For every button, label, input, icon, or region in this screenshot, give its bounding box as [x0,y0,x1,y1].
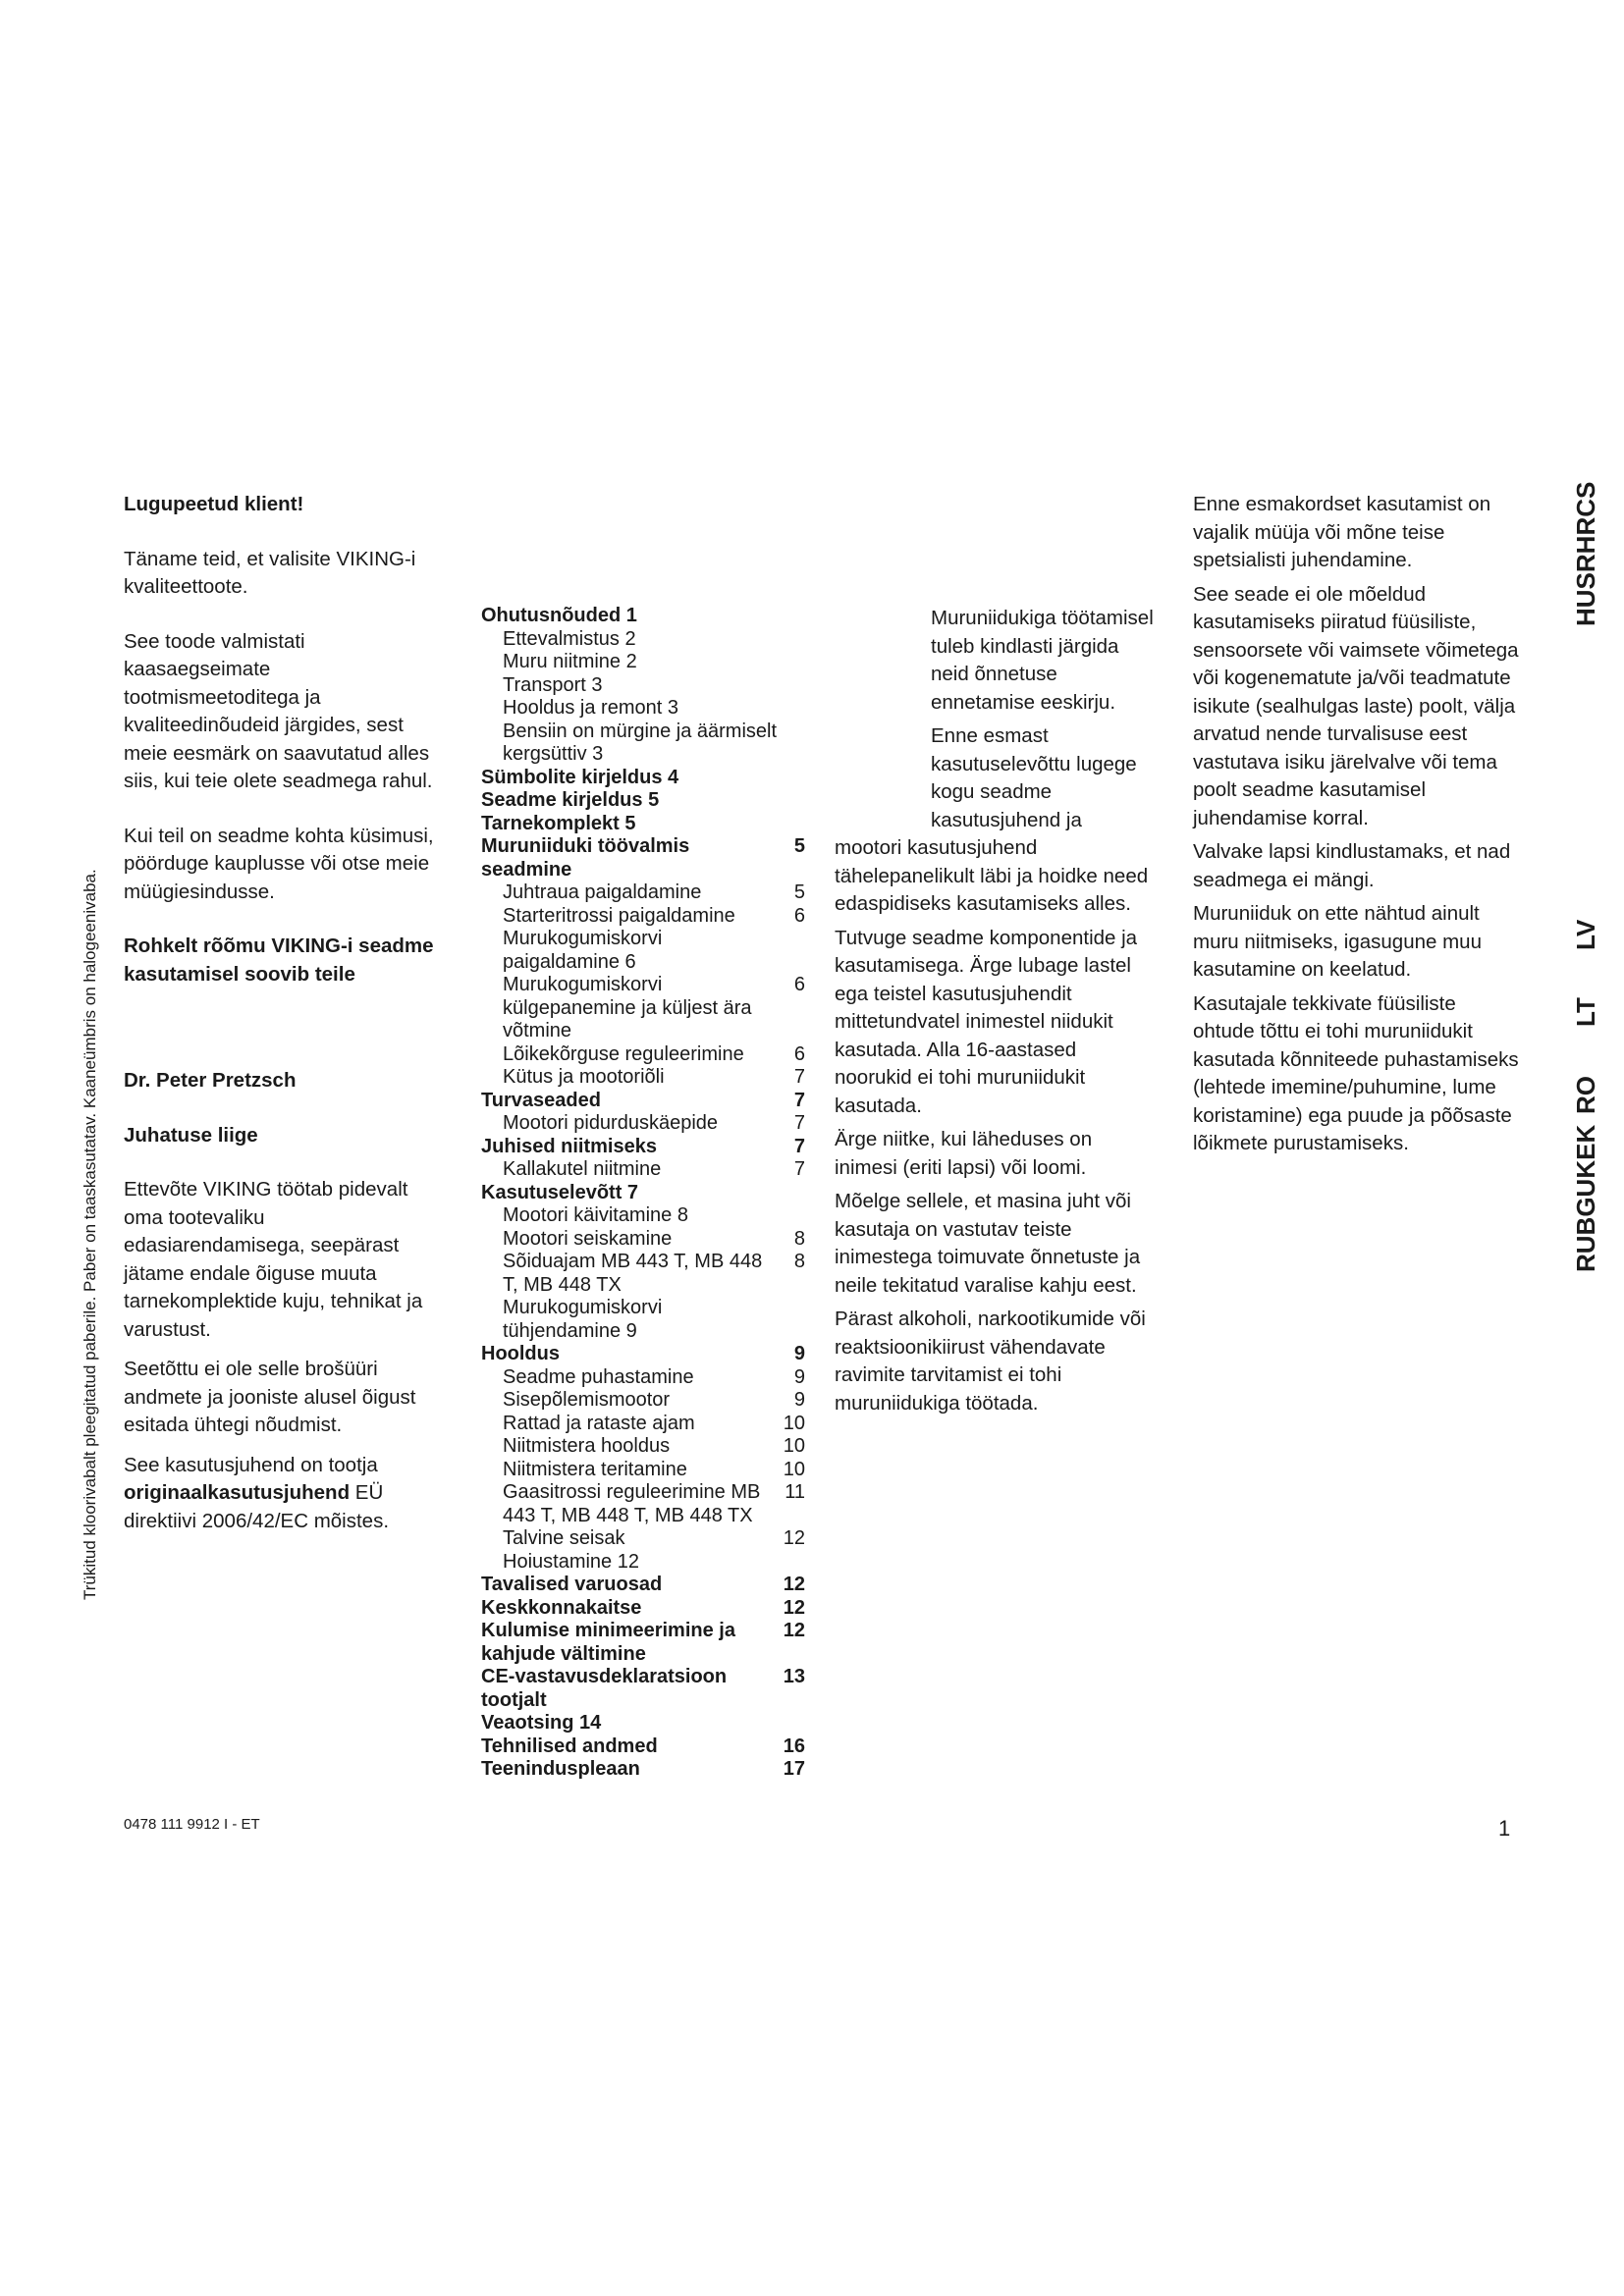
toc-entry [481,1481,805,1527]
toc-entry [481,1251,805,1297]
toc-entry-page: 12 [783,1620,805,1641]
toc-entry [481,1297,805,1343]
toc-entry [481,1666,805,1712]
toc-entry-title: Muruniiduki töövalmis seadmine [481,835,690,881]
toc-entry-page [782,1712,805,1735]
toc-entry-title: Ohutusnõuded 1 [481,605,637,626]
toc-entry-page: 7 [793,1089,805,1111]
toc-entry [481,905,805,929]
safety-paragraph: Enne esmakordset kasutamist on vajalik müüja või mõne teise spetsialisti juhendamine. [1193,493,1491,571]
toc-entry [481,651,805,674]
toc-entry [481,1112,805,1136]
toc-entry-page: 10 [783,1458,805,1480]
toc-entry-page: 7 [793,1066,805,1088]
language-tab-husrhrcs: HUSRHRCS [1571,481,1600,626]
toc-entry [481,721,805,767]
toc-entry-title: CE-vastavusdeklaratsioon tootjalt [481,1666,728,1711]
safety-paragraph: See seade ei ole mõeldud kasutamiseks piiratud füüsiliste, sensoorsete või vaimsete võimetega või kogenematute ja/või teadmatute isikute (sealhulgas laste) poolt, välja arvatud nende turvalisuse eest vastutava isiku järelvalve või tema poolt seadme kasutamisel juhendamise korral. [1193,582,1519,829]
toc-entry-page: 6 [793,904,805,927]
safety-paragraph-lead: Enne esmast kasutuselevõttu lugege kogu seadme kasutusjuhend ja [931,724,1137,831]
language-tab-rubgukek: RUBGUKEK [1571,1124,1600,1272]
toc-entry-page: 13 [783,1666,805,1687]
toc-entry-page: 7 [793,1135,805,1157]
toc-entry-page: 10 [783,1412,805,1434]
toc-entry-title: Mootori pidurduskäepide [503,1112,719,1134]
toc-entry-title: Juhised niitmiseks [481,1135,657,1157]
toc-entry [481,881,805,905]
toc-entry [481,1204,805,1228]
toc-entry-title: Bensiin on mürgine ja äärmiselt kergsüttiv 3 [503,720,778,765]
toc-entry [481,835,805,881]
toc-entry [481,1413,805,1436]
toc-entry-page: 6 [793,1042,805,1065]
toc-entry-page: 16 [783,1735,805,1757]
toc-entry-page: 8 [793,1227,805,1250]
signer-title: Juhatuse liige [124,1123,258,1147]
safety-paragraph: Muruniidukiga töötamisel tuleb kindlasti järgida neid õnnetuse ennetamise eeskirju. [931,607,1154,714]
toc-entry-title: Juhtraua paigaldamine [503,881,702,903]
intro-column [124,491,448,1562]
toc-entry-title: Hooldus [481,1343,560,1364]
toc-entry-title: Seadme puhastamine [503,1365,694,1388]
toc-entry [481,767,805,790]
toc-entry [481,1136,805,1159]
safety-paragraph: Valvake lapsi kindlustamaks, et nad seadmega ei mängi. [1193,840,1511,891]
toc-entry-page: 7 [793,1112,805,1134]
toc-entry-title: Murukogumiskorvi paigaldamine 6 [503,928,663,973]
toc-entry-title: Hoiustamine 12 [503,1550,639,1573]
toc-entry-page: 6 [793,974,805,995]
toc-entry [481,1435,805,1459]
safety-column-2 [1193,491,1522,1164]
toc-entry-page [782,721,805,767]
intro-paragraph: Kui teil on seadme kohta küsimusi, pöörduge kauplusse või otse meie müügiesindusse. [124,824,434,903]
toc-entry [481,1597,805,1621]
toc-entry [481,1228,805,1252]
toc-entry-page [782,1297,805,1343]
toc-entry-page: 8 [793,1251,805,1272]
signer-name: Dr. Peter Pretzsch [124,1069,297,1092]
toc-entry [481,1182,805,1205]
toc-entry-title: Veaotsing 14 [481,1712,602,1734]
toc-entry-page [782,697,805,721]
toc-entry [481,928,805,974]
toc-entry [481,789,805,813]
intro-paragraph: Seetõttu ei ole selle brošüüri andmete ja jooniste alusel õigust esitada ühtegi nõudmist. [124,1358,416,1436]
toc-entry [481,1066,805,1090]
toc-entry-page: 10 [783,1435,805,1457]
toc-entry [481,1343,805,1366]
toc-entry-title: Hooldus ja remont 3 [503,697,678,719]
toc-entry [481,1527,805,1551]
toc-entry-title: Gaasitrossi reguleerimine MB 443 T, MB 448 T, MB 448 TX [503,1481,761,1526]
toc-entry-page: 9 [793,1365,805,1388]
paper-note [81,869,99,1610]
toc-entry-title: Keskkonnakaitse [481,1596,642,1619]
original-manual-note: See kasutusjuhend on tootja originaalkasutusjuhend EÜ direktiivi 2006/42/EC mõistes. [124,1453,390,1532]
toc-entry-title: Lõikekõrguse reguleerimine [503,1042,744,1065]
toc-entry-title: Tavalised varuosad [481,1574,663,1595]
toc-entry-title: Sümbolite kirjeldus 4 [481,766,679,788]
safety-paragraph: Tutvuge seadme komponentide ja kasutamisega. Ärge lubage lastel ega teistel kasutusjuhendit mittetundvatel inimestel niidukit kasutada. Alla 16-aastased noorukid ei tohi muruniidukit kasutada. [835,926,1138,1117]
intro-paragraph: Ettevõte VIKING töötab pidevalt oma tootevaliku edasiarendamisega, seepärast jätame endale õiguse muuta tarnekomplektide kuju, tehnikat ja varustust. [124,1178,423,1341]
toc-entry-title: Murukogumiskorvi tühjendamine 9 [503,1297,663,1342]
toc-entry [481,1090,805,1113]
toc-entry-page [782,651,805,674]
toc-entry-title: Murukogumiskorvi külgepanemine ja küljest ära võtmine [503,974,752,1041]
toc-entry-page [782,928,805,974]
safety-paragraph: Ärge niitke, kui läheduses on inimesi (eriti lapsi) või loomi. [835,1128,1093,1179]
safety-paragraph: Mõelge sellele, et masina juht või kasutaja on vastutav teiste inimestega toimuvate õnnetuste ja neile tekitatud varalise kahju eest. [835,1190,1141,1297]
toc-entry-page: 12 [783,1527,805,1549]
toc-entry [481,1459,805,1482]
toc-entry-page [782,605,805,628]
toc-entry-page: 12 [783,1596,805,1619]
paper-note-text: Trükitud kloorivabalt pleegitatud paberile. Paber on taaskasutatav. Kaaneümbris on halogeenivaba. [81,869,99,1600]
toc-entry-title: Tarnekomplekt 5 [481,812,636,834]
language-tab-ro: RO [1571,1076,1600,1114]
toc-entry-title: Transport 3 [503,673,603,696]
toc-entry-title: Sõiduajam MB 443 T, MB 448 T, MB 448 TX [503,1251,763,1296]
document-code: 0478 111 9912 I - ET [124,1816,260,1833]
safety-paragraph: Kasutajale tekkivate füüsiliste ohtude tõttu ei tohi muruniidukit kasutada kõnniteede puhastamiseks (lehtede imemine/puhumine, lume koristamine) ega puude ja põõsaste lõikmete purustamiseks. [1193,991,1519,1154]
toc-entry-page: 9 [793,1389,805,1411]
toc-entry [481,1158,805,1182]
toc-entry-page: 7 [793,1158,805,1180]
toc-entry-title: Teeninduspleaan [481,1758,640,1780]
greeting: Lugupeetud klient! [124,493,304,515]
toc-entry-page [782,767,805,790]
toc-entry [481,628,805,652]
toc-entry [481,674,805,698]
toc-entry [481,1551,805,1575]
toc-entry-title: Niitmistera hooldus [503,1435,671,1457]
toc-entry-title: Niitmistera teritamine [503,1458,687,1480]
intro-paragraph: Täname teid, et valisite VIKING-i kvaliteettoote. [124,547,416,598]
toc-entry-title: Kulumise minimeerimine ja kahjude vältimine [481,1620,735,1665]
toc-entry-title: Muru niitmine 2 [503,651,637,672]
toc-entry-page: 9 [793,1343,805,1364]
toc-entry-title: Ettevalmistus 2 [503,627,636,650]
toc-entry-title: Talvine seisak [503,1527,625,1549]
toc-entry-title: Kallakutel niitmine [503,1158,662,1180]
toc-entry-title: Starteritrossi paigaldamine [503,904,735,927]
toc-entry-title: Rattad ja rataste ajam [503,1412,695,1434]
toc-entry-title: Mootori käivitamine 8 [503,1204,688,1226]
toc-entry-page: 17 [783,1758,805,1780]
toc-entry-page: 11 [785,1481,805,1503]
intro-paragraph: See toode valmistati kaasaegseimate tootmismeetoditega ja kvaliteedinõudeid järgides, sest meie eesmärk on saavutatud alles siis, kui teie olete seadmega rahul. [124,629,433,792]
toc-entry [481,1735,805,1759]
toc-entry [481,1620,805,1666]
toc-entry [481,1389,805,1413]
page-number: 1 [1498,1816,1511,1841]
toc-entry [481,697,805,721]
toc-entry-title: Kasutuselevõtt 7 [481,1181,639,1203]
safety-column-1 [835,605,1159,1423]
toc-entry-title: Turvaseaded [481,1089,601,1111]
toc-entry-page [782,1551,805,1575]
toc-entry [481,1574,805,1597]
wishes-paragraph: Rohkelt rõõmu VIKING-i seadme kasutamisel soovib teile [124,934,434,986]
toc-entry-page [782,1182,805,1205]
toc-entry-page: 12 [783,1574,805,1595]
toc-entry-page [782,628,805,652]
safety-paragraph-cont: mootori kasutusjuhend tähelepanelikult läbi ja hoidke need edaspidiseks kasutamiseks alles. [835,836,1149,915]
toc-entry-page [782,789,805,813]
toc-entry-page: 5 [793,835,805,857]
toc-entry [481,813,805,836]
toc-entry [481,605,805,628]
toc-entry-title: Tehnilised andmed [481,1735,658,1757]
toc-entry-page [782,813,805,836]
toc-entry-page [782,674,805,698]
toc-entry [481,1758,805,1782]
safety-paragraph: Muruniiduk on ette nähtud ainult muru niitmiseks, igasugune muu kasutamine on keelatud. [1193,902,1482,981]
toc-entry [481,974,805,1043]
toc-entry-page: 5 [793,881,805,903]
safety-paragraph: Pärast alkoholi, narkootikumide või reaktsioonikiirust vähendavate ravimite tarvitamist ei tohi muruniidukiga töötada. [835,1308,1146,1415]
toc-entry [481,1366,805,1390]
toc-entry [481,1043,805,1067]
toc-entry-title: Sisepõlemismootor [503,1389,671,1411]
toc-entry-page [782,1204,805,1228]
language-tab-lt: LT [1571,997,1600,1027]
language-tab-lv: LV [1571,919,1600,950]
toc-entry-title: Seadme kirjeldus 5 [481,789,660,811]
toc-entry-title: Kütus ja mootoriõli [503,1066,665,1088]
toc-entry [481,1712,805,1735]
toc-entry-title: Mootori seiskamine [503,1227,673,1250]
table-of-contents [481,605,805,1782]
